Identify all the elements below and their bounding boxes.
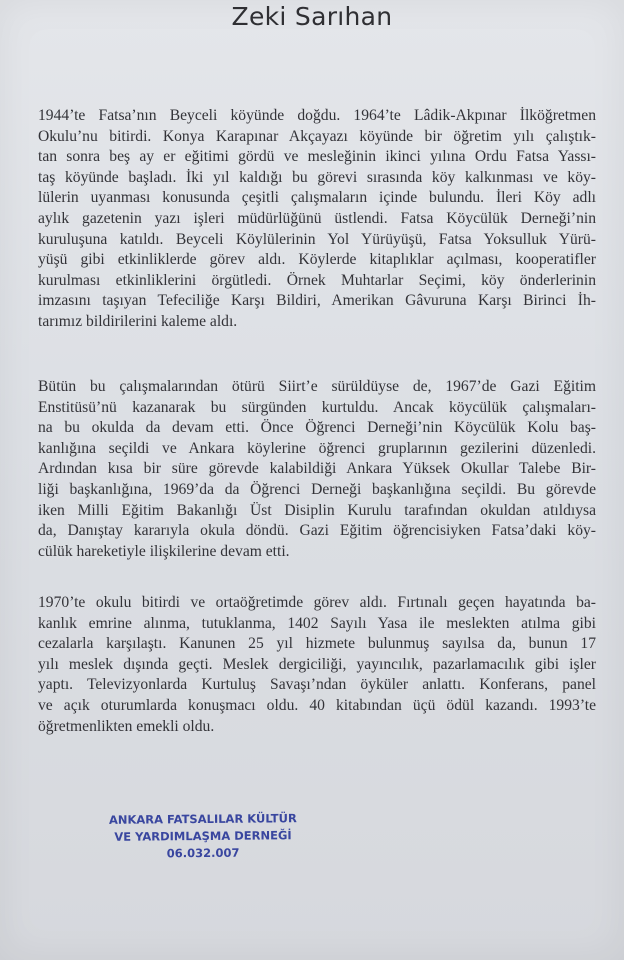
text-line: lülerin uyanması konusunda çeşitli çalışmaların içinde bulundu. İleri Köy adlı [38, 189, 596, 207]
text-line: na bu okulda da devam etti. Önce Öğrenci Derneği’nin Köycülük Kolu baş- [38, 419, 596, 437]
stamp-line-1: ANKARA FATSALILAR KÜLTÜR [108, 811, 297, 827]
text-line: Enstitüsü’nü kazanarak bu sürgünden kurtuldu. Ancak köycülük çalışmaları- [38, 398, 596, 416]
text-line: taş köyünde başladı. İki yıl kaldığı bu görevi sırasında köy kalkınması ve köy- [38, 168, 596, 186]
text-line: kanlığına seçildi ve Ankara köylerine öğrenci gruplarının gezilerini düzenledi. [38, 439, 596, 457]
stamp-line-2: VE YARDIMLAŞMA DERNEĞİ [114, 828, 292, 844]
author-name-heading: Zeki Sarıhan [231, 2, 393, 31]
biography-paragraph-2 [38, 377, 596, 562]
biography-paragraph-3 [38, 593, 596, 737]
text-line: cülük hareketiyle ilişkilerine devam etti. [38, 542, 290, 560]
text-line: tan sonra beş ay er eğitimi gördü ve mesleğinin ikinci yılına Ordu Fatsa Yassı- [38, 148, 596, 166]
text-line: kuruluşuna katıldı. Beyceli Köylülerinin Yol Yürüyüşü, Fatsa Yoksulluk Yürü- [38, 230, 596, 248]
text-line: kanlık emrine alınma, tutuklanma, 1402 Sayılı Yasa ile meslekten atılma gibi [38, 614, 596, 632]
text-line: iken Milli Eğitim Bakanlığı Üst Disiplin Kurulu tarafından okuldan atıldıysa [38, 501, 596, 519]
text-line: aylık gazetenin yazı işleri müdürlüğünü üstlendi. Fatsa Köycülük Derneği’nin [38, 209, 596, 227]
text-line: yüşü gibi etkinliklerde görev aldı. Köylerde kitaplıklar açılması, kooperatifler [38, 251, 596, 269]
text-line: ve açık oturumlarda konuşmacı oldu. 40 kitabından üçü ödül kazandı. 1993’te [38, 696, 596, 714]
stamp-registration-number: 06.032.007 [166, 845, 240, 861]
text-line: kurulması etkinliklerini örgütledi. Örnek Muhtarlar Seçimi, köy önderlerinin [38, 271, 596, 289]
text-line: yılı meslek dışında geçti. Meslek dergiciliği, yayıncılık, pazarlamacılık gibi işler [38, 655, 596, 673]
text-line: Okulu’nu bitirdi. Konya Karapınar Akçayazı köyünde bir öğretim yılı çalıştık- [38, 127, 596, 145]
text-line: 1970’te okulu bitirdi ve ortaöğretimde görev aldı. Fırtınalı geçen hayatında ba- [38, 594, 596, 611]
text-line: Bütün bu çalışmalarından ötürü Siirt’e sürüldüyse de, 1967’de Gazi Eğitim [38, 378, 596, 395]
text-line: tarımız bildirilerini kaleme aldı. [38, 312, 238, 330]
association-stamp [108, 810, 298, 863]
text-line: yaptı. Televizyonlarda Kurtuluş Savaşı’ndan öyküler anlattı. Konferans, panel [38, 676, 596, 694]
biography-paragraph-1 [38, 106, 596, 333]
text-line: Ardından kısa bir süre görevde kalabildiği Ankara Yüksek Okullar Talebe Bir- [38, 460, 596, 478]
text-line: 1944’te Fatsa’nın Beyceli köyünde doğdu. 1964’te Lâdik-Akpınar İlköğretmen [38, 107, 596, 124]
text-line: imzasını taşıyan Tefeciliğe Karşı Bildiri, Amerikan Gâvuruna Karşı Birinci İh- [38, 292, 596, 310]
text-line: öğretmenlikten emekli oldu. [38, 717, 215, 735]
text-line: da, Danıştay kararıyla okula döndü. Gazi Eğitim öğrencisiyken Fatsa’daki köy- [38, 522, 596, 540]
text-line: cezalarla karşılaştı. Kanunen 25 yıl hizmete bulunmuş sayılsa da, bunun 17 [38, 635, 596, 653]
text-line: liği başkanlığına, 1969’da da Öğrenci Derneği başkanlığına seçildi. Bu görevde [38, 480, 596, 498]
